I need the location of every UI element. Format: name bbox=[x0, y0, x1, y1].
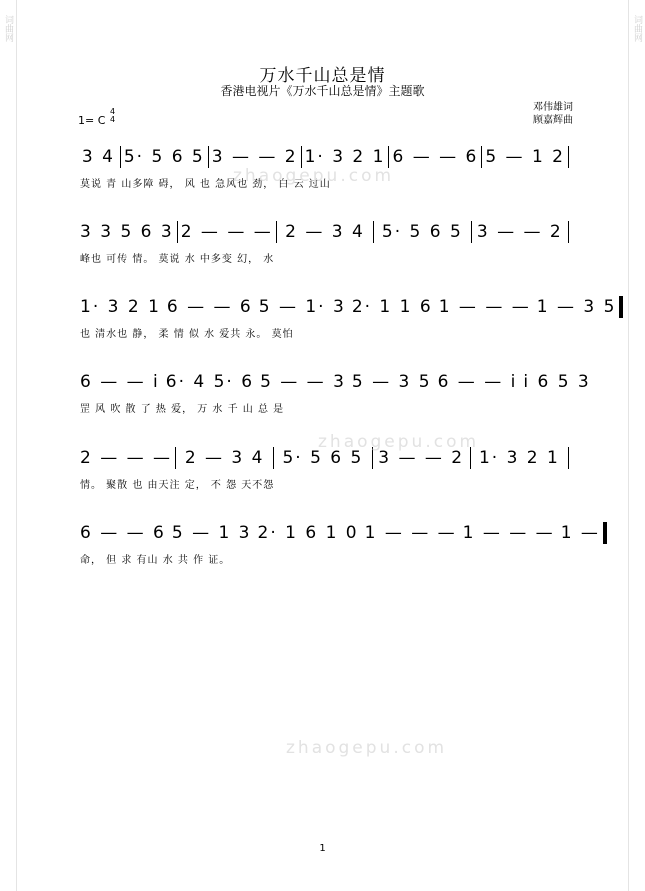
barline bbox=[301, 146, 302, 168]
measure: 1· 3 2 1 bbox=[304, 147, 386, 167]
measure: 6 — — i bbox=[80, 372, 160, 392]
barline bbox=[568, 221, 569, 243]
song-title: 万水千山总是情 bbox=[259, 66, 386, 86]
lyrics-line: 情。 聚散 也 由天注 定， 不 怨 天不怨 bbox=[80, 480, 275, 491]
measure: 6 — — i bbox=[437, 372, 518, 392]
barline bbox=[481, 146, 482, 168]
measure: 5 — 1· 3 bbox=[258, 297, 346, 317]
measure: 5 — 1 2 bbox=[485, 147, 565, 167]
measure: 5 — 3 5 bbox=[351, 372, 432, 392]
notes-row bbox=[80, 519, 600, 547]
notes-row bbox=[80, 293, 617, 321]
credits bbox=[533, 101, 573, 127]
song-subtitle: 香港电视片《万水千山总是情》主题歌 bbox=[220, 84, 425, 98]
notes-row bbox=[80, 218, 572, 246]
margin-watermark-text: 词曲网 bbox=[632, 15, 642, 42]
measure: 5 — 1 3 bbox=[171, 523, 252, 543]
key-signature: 1= C bbox=[78, 114, 106, 127]
measure: 5· 5 6 5 bbox=[282, 448, 364, 468]
repeat-barline bbox=[619, 296, 623, 318]
score-system-4 bbox=[80, 368, 591, 415]
measure: 1· 3 2 1 bbox=[478, 448, 560, 468]
barline bbox=[177, 221, 178, 243]
lyrics-line: 峰也 可传 情。 莫说 水 中多变 幻， 水 bbox=[80, 254, 275, 265]
barline bbox=[373, 221, 374, 243]
margin-watermark-text: 词曲网 bbox=[3, 15, 13, 42]
watermark-text: zhaogepu.com bbox=[286, 738, 448, 758]
barline bbox=[568, 447, 569, 469]
measure: 6 — — 6 bbox=[80, 523, 166, 543]
measure: 2 — — — bbox=[180, 222, 273, 242]
lyrics-line: 罡 风 吹 散 了 热 爱， 万 水 千 山 总 是 bbox=[80, 404, 285, 415]
watermark-text: zhaogepu.com bbox=[318, 432, 480, 452]
measure: 6· 4 5· 6 bbox=[165, 372, 255, 392]
score-system-3 bbox=[80, 293, 617, 340]
measure: 1· 3 2 1 bbox=[80, 297, 161, 317]
score-system-6 bbox=[80, 519, 600, 566]
time-signature bbox=[110, 108, 115, 124]
score-system-2 bbox=[80, 218, 572, 264]
measure: 2· 1 1 6 bbox=[351, 297, 433, 317]
measure: 2 — 3 4 bbox=[184, 448, 265, 468]
composer: 顾嘉辉曲 bbox=[533, 115, 573, 126]
barline bbox=[120, 146, 121, 168]
watermark-text: zhaogepu.com bbox=[233, 166, 395, 186]
measure: 5· 5 6 5 bbox=[123, 147, 205, 167]
lyricist: 邓伟雄词 bbox=[533, 102, 573, 113]
measure: 6 — — 6 bbox=[392, 147, 479, 167]
lyrics-line: 也 清水也 静， 柔 情 似 水 爱共 永。 莫怕 bbox=[80, 329, 294, 340]
time-sig-bottom: 4 bbox=[110, 115, 116, 124]
barline bbox=[273, 447, 274, 469]
measure: 3 4 bbox=[81, 147, 115, 167]
measure: 2· 1 6 1 0 bbox=[257, 523, 359, 543]
barline bbox=[568, 146, 569, 168]
measure: 1 — 3 5 bbox=[536, 297, 617, 317]
right-margin-watermark bbox=[628, 0, 645, 891]
time-sig-top: 4 bbox=[110, 107, 116, 116]
measure: 1 — — — bbox=[462, 523, 555, 543]
measure: 3 — — 2 bbox=[211, 147, 298, 167]
measure: 2 — 3 4 bbox=[285, 222, 365, 242]
measure: 6 — — 6 bbox=[166, 297, 253, 317]
page-number: 1 bbox=[319, 843, 326, 854]
measure: 1 — bbox=[560, 523, 600, 543]
lyrics-line: 命， 但 求 有山 水 共 作 证。 bbox=[80, 555, 231, 566]
lyrics-line: 莫说 青 山多障 碍， 风 也 急风也 劲， 白 云 过山 bbox=[80, 179, 331, 190]
measure: 5· 5 6 5 bbox=[381, 222, 463, 242]
barline bbox=[276, 221, 277, 243]
measure: 3 — — 2 bbox=[476, 222, 563, 242]
measure: 2 — — — bbox=[80, 448, 173, 468]
barline bbox=[208, 146, 209, 168]
measure: 3 — — 2 bbox=[378, 448, 465, 468]
measure: 3 3 5 6 3 bbox=[80, 222, 174, 242]
measure: 1 — — — bbox=[364, 523, 457, 543]
notes-row bbox=[80, 368, 591, 396]
left-margin-watermark bbox=[0, 0, 17, 891]
barline bbox=[388, 146, 389, 168]
measure: 1 — — — bbox=[438, 297, 531, 317]
barline bbox=[175, 447, 176, 469]
final-barline bbox=[603, 522, 607, 544]
measure: 5 — — 3 bbox=[260, 372, 346, 392]
barline bbox=[471, 221, 472, 243]
measure: i 6 5 3 bbox=[523, 372, 591, 392]
